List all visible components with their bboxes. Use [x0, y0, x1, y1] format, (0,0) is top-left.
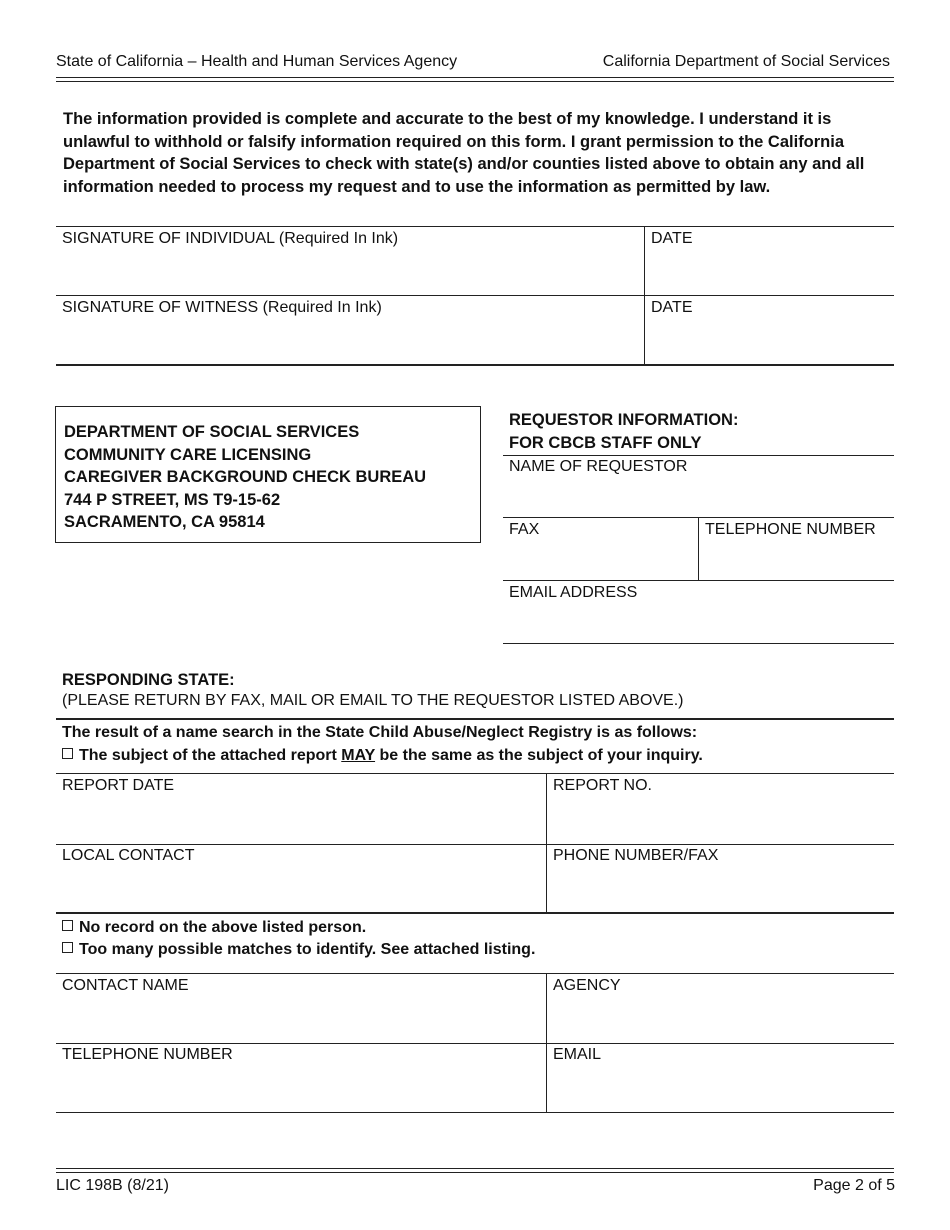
- report-date-field[interactable]: [56, 797, 546, 843]
- responding-top-rule: [56, 718, 894, 720]
- no-record-checkbox[interactable]: [62, 920, 73, 931]
- report-top-rule: [56, 773, 894, 774]
- requestor-phone-rule: [503, 580, 894, 581]
- page-number: Page 2 of 5: [813, 1177, 895, 1194]
- option-too-many-text: Too many possible matches to identify. See attached listing.: [79, 941, 536, 958]
- requestor-title: [509, 409, 738, 454]
- local-contact-field[interactable]: [56, 867, 546, 912]
- option-may-emphasis: MAY: [341, 747, 376, 764]
- option-no-record-text: No record on the above listed person.: [79, 919, 367, 936]
- responding-state-title: RESPONDING STATE:: [62, 671, 235, 689]
- requestor-telephone-label: TELEPHONE NUMBER: [705, 521, 876, 538]
- requestor-title-rule: [503, 455, 894, 456]
- agency-label: AGENCY: [553, 977, 621, 994]
- contact-top-rule: [56, 973, 894, 974]
- signature-witness-field[interactable]: [56, 318, 644, 364]
- footer-divider: [56, 1168, 894, 1173]
- option-may-match[interactable]: [62, 747, 703, 765]
- requestor-email-field[interactable]: [503, 604, 894, 642]
- agency-field[interactable]: [547, 997, 894, 1043]
- signature-witness-date-label: DATE: [651, 299, 693, 316]
- requestor-telephone-field[interactable]: [699, 541, 894, 579]
- address-line-5: SACRAMENTO, CA 95814: [64, 513, 265, 531]
- requestor-fax-label: FAX: [509, 521, 540, 538]
- address-line-2: COMMUNITY CARE LICENSING: [64, 445, 312, 464]
- requestor-email-rule: [503, 643, 894, 644]
- contact-telephone-field[interactable]: [56, 1066, 546, 1111]
- contact-name-label: CONTACT NAME: [62, 977, 189, 994]
- may-match-checkbox[interactable]: [62, 748, 73, 759]
- option-may-text-pre: The subject of the attached report: [79, 747, 342, 764]
- phone-fax-field[interactable]: [547, 867, 894, 912]
- contact-email-label: EMAIL: [553, 1046, 602, 1063]
- option-may-text-post: be the same as the subject of your inquiry.: [375, 747, 703, 764]
- signature-individual-date-field[interactable]: [645, 248, 894, 294]
- report-no-field[interactable]: [547, 797, 894, 843]
- contact-mid-rule: [56, 1043, 894, 1044]
- contact-email-field[interactable]: [547, 1066, 894, 1111]
- too-many-checkbox[interactable]: [62, 942, 73, 953]
- option-too-many[interactable]: [62, 941, 535, 959]
- header-agency: State of California – Health and Human Services Agency: [56, 53, 458, 70]
- signature-individual-date-label: DATE: [651, 230, 693, 247]
- form-id: LIC 198B (8/21): [56, 1177, 169, 1194]
- signature-top-rule: [56, 226, 894, 227]
- certification-statement: The information provided is complete and accurate to the best of my knowledge. I understand it is unlawful to withhold or falsify information required on this form. I grant permission to the California Department of Social Services to check with state(s) and/or counties listed above to obtain any and all information needed to process my request and to use the information as permitted by law.: [63, 110, 865, 196]
- header-department: California Department of Social Services: [602, 53, 890, 70]
- requestor-title-line-1: REQUESTOR INFORMATION:: [509, 411, 739, 429]
- report-mid-rule: [56, 844, 894, 845]
- requestor-email-label: EMAIL ADDRESS: [509, 584, 638, 601]
- report-no-label: REPORT NO.: [553, 777, 652, 794]
- requestor-fax-field[interactable]: [503, 541, 698, 579]
- signature-individual-field[interactable]: [56, 248, 644, 294]
- address-line-4: 744 P STREET, MS T9-15-62: [64, 490, 281, 509]
- contact-telephone-label: TELEPHONE NUMBER: [62, 1046, 233, 1063]
- report-date-label: REPORT DATE: [62, 777, 175, 794]
- option-no-record[interactable]: [62, 919, 366, 937]
- requestor-name-field[interactable]: [503, 478, 894, 516]
- signature-bottom-rule: [56, 364, 894, 366]
- requestor-title-line-2: FOR CBCB STAFF ONLY: [509, 433, 702, 452]
- contact-name-field[interactable]: [56, 997, 546, 1043]
- responding-state-instruction: (PLEASE RETURN BY FAX, MAIL OR EMAIL TO THE REQUESTOR LISTED ABOVE.): [62, 692, 684, 709]
- address-line-3: CAREGIVER BACKGROUND CHECK BUREAU: [64, 468, 427, 486]
- contact-bottom-rule: [56, 1112, 894, 1113]
- signature-witness-date-field[interactable]: [645, 318, 894, 364]
- header-divider: [56, 77, 894, 82]
- signature-mid-rule: [56, 295, 894, 296]
- signature-individual-label: SIGNATURE OF INDIVIDUAL (Required In Ink): [62, 230, 399, 247]
- address-line-1: DEPARTMENT OF SOCIAL SERVICES: [64, 423, 360, 441]
- report-bottom-rule: [56, 912, 894, 914]
- result-intro: The result of a name search in the State Child Abuse/Neglect Registry is as follows:: [62, 724, 698, 741]
- phone-fax-label: PHONE NUMBER/FAX: [553, 847, 719, 864]
- signature-witness-label: SIGNATURE OF WITNESS (Required In Ink): [62, 299, 382, 316]
- requestor-name-label: NAME OF REQUESTOR: [509, 458, 688, 475]
- local-contact-label: LOCAL CONTACT: [62, 847, 195, 864]
- mailing-address-box: [55, 406, 481, 543]
